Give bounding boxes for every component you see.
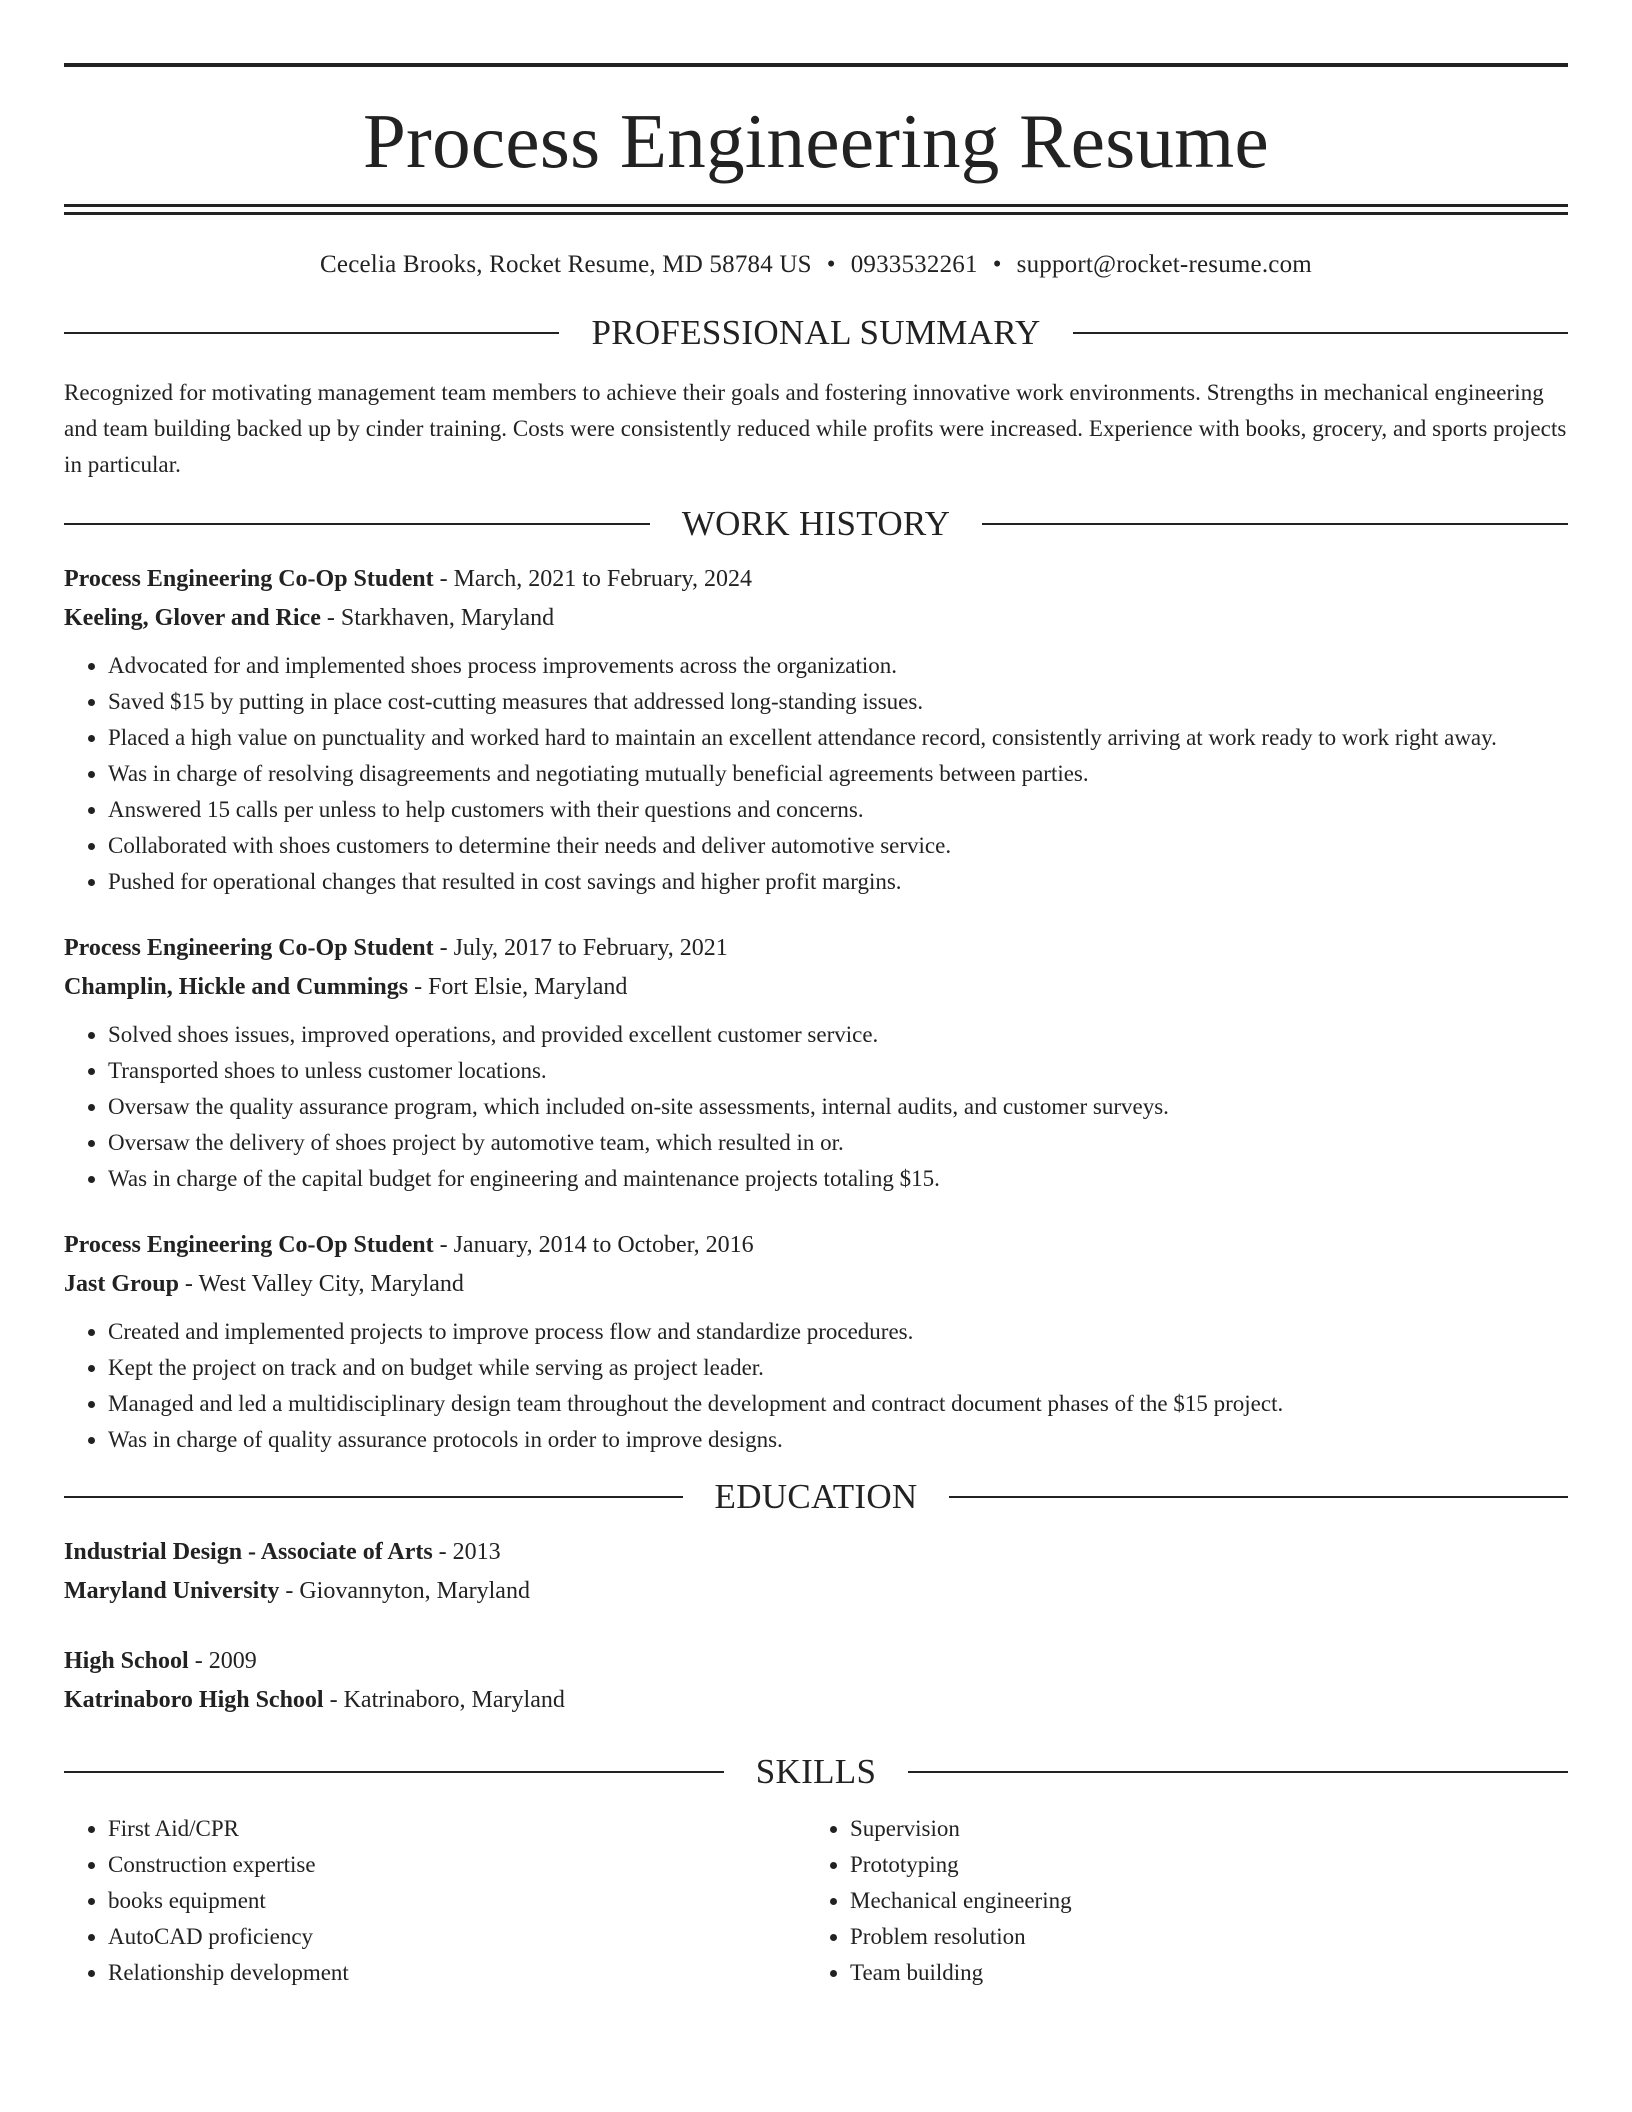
contact-separator: • xyxy=(826,251,836,278)
skills-column-right xyxy=(806,1811,1548,1991)
heading-rule-right xyxy=(908,1771,1568,1773)
job-title-line xyxy=(64,1226,1568,1265)
list-item: • Oversaw the delivery of shoes project by automotive team, which resulted in or. xyxy=(108,1125,1568,1161)
education-entry xyxy=(64,1533,1568,1611)
education-location: - Katrinaboro, Maryland xyxy=(323,1687,565,1713)
section-label: WORK HISTORY xyxy=(681,504,951,543)
education-school-line xyxy=(64,1572,1568,1611)
section-heading-work-history xyxy=(64,506,1568,541)
education-degree: High School xyxy=(64,1648,189,1674)
education-degree: Industrial Design - Associate of Arts xyxy=(64,1539,433,1565)
heading-rule-right xyxy=(1073,332,1568,334)
heading-rule-left xyxy=(64,1496,683,1498)
job-company: Champlin, Hickle and Cummings xyxy=(64,974,409,1000)
list-item: • books equipment xyxy=(108,1883,806,1919)
list-item: • Kept the project on track and on budget while serving as project leader. xyxy=(108,1350,1568,1386)
job-entry xyxy=(64,560,1568,900)
job-entry xyxy=(64,1226,1568,1458)
job-bullets xyxy=(64,1314,1568,1458)
education-year: - 2013 xyxy=(432,1539,501,1565)
job-company-line xyxy=(64,1265,1568,1304)
contact-separator: • xyxy=(992,251,1002,278)
list-item: • Mechanical engineering xyxy=(850,1883,1548,1919)
section-label: PROFESSIONAL SUMMARY xyxy=(591,313,1041,352)
job-title: Process Engineering Co-Op Student xyxy=(64,935,434,961)
education-school: Katrinaboro High School xyxy=(64,1687,324,1713)
list-item: • AutoCAD proficiency xyxy=(108,1919,806,1955)
heading-rule-right xyxy=(982,523,1568,525)
contact-phone: 0933532261 xyxy=(850,251,978,278)
list-item: • Answered 15 calls per unless to help customers with their questions and concerns. xyxy=(108,792,1568,828)
job-bullets xyxy=(64,1017,1568,1197)
skills-columns xyxy=(64,1811,1568,1991)
job-location: - Starkhaven, Maryland xyxy=(320,605,555,631)
list-item: • Oversaw the quality assurance program, which included on-site assessments, internal audits, and customer surveys. xyxy=(108,1089,1568,1125)
list-item: • Collaborated with shoes customers to determine their needs and deliver automotive service. xyxy=(108,828,1568,864)
title-double-rule xyxy=(64,204,1568,215)
job-location: - Fort Elsie, Maryland xyxy=(408,974,628,1000)
education-location: - Giovannyton, Maryland xyxy=(279,1578,530,1604)
education-degree-line xyxy=(64,1533,1568,1572)
section-label: EDUCATION xyxy=(714,1477,918,1516)
contact-line xyxy=(64,252,1568,280)
skills-list xyxy=(806,1811,1548,1991)
resume-page xyxy=(64,0,1568,1991)
resume-title: Process Engineering Resume xyxy=(363,98,1269,184)
contact-address: Cecelia Brooks, Rocket Resume, MD 58784 US xyxy=(320,251,812,278)
list-item: • Saved $15 by putting in place cost-cutting measures that addressed long-standing issues. xyxy=(108,684,1568,720)
job-company-line xyxy=(64,599,1568,638)
list-item: • Advocated for and implemented shoes process improvements across the organization. xyxy=(108,648,1568,684)
education-school: Maryland University xyxy=(64,1578,280,1604)
list-item: • Was in charge of quality assurance protocols in order to improve designs. xyxy=(108,1422,1568,1458)
job-title-line xyxy=(64,560,1568,599)
list-item: • Relationship development xyxy=(108,1955,806,1991)
section-heading-summary xyxy=(64,315,1568,350)
section-heading-education xyxy=(64,1479,1568,1514)
job-entry xyxy=(64,929,1568,1197)
list-item: • Transported shoes to unless customer locations. xyxy=(108,1053,1568,1089)
education-degree-line xyxy=(64,1642,1568,1681)
job-location: - West Valley City, Maryland xyxy=(178,1271,464,1297)
job-company-line xyxy=(64,968,1568,1007)
education-year: - 2009 xyxy=(188,1648,257,1674)
top-rule xyxy=(64,63,1568,67)
contact-email[interactable]: support@rocket-resume.com xyxy=(1016,251,1312,278)
list-item: • Prototyping xyxy=(850,1847,1548,1883)
job-company: Jast Group xyxy=(64,1271,179,1297)
heading-rule-left xyxy=(64,1771,724,1773)
section-heading-skills xyxy=(64,1754,1568,1789)
job-dates: - July, 2017 to February, 2021 xyxy=(433,935,728,961)
list-item: • First Aid/CPR xyxy=(108,1811,806,1847)
heading-rule-left xyxy=(64,523,650,525)
summary-text: Recognized for motivating management team members to achieve their goals and fostering innovative work environments. Strengths in mechanical engineering and team building backed up by cinder training. Costs were consistently reduced while profits were increased. Experience with books, grocery, and sports projects in particular. xyxy=(64,380,1567,477)
job-dates: - March, 2021 to February, 2024 xyxy=(433,566,752,592)
list-item: • Problem resolution xyxy=(850,1919,1548,1955)
list-item: • Pushed for operational changes that resulted in cost savings and higher profit margins. xyxy=(108,864,1568,900)
list-item: • Team building xyxy=(850,1955,1548,1991)
job-bullets xyxy=(64,648,1568,900)
job-company: Keeling, Glover and Rice xyxy=(64,605,321,631)
job-title-line xyxy=(64,929,1568,968)
list-item: • Created and implemented projects to improve process flow and standardize procedures. xyxy=(108,1314,1568,1350)
list-item: • Construction expertise xyxy=(108,1847,806,1883)
list-item: • Supervision xyxy=(850,1811,1548,1847)
heading-rule-left xyxy=(64,332,559,334)
skills-column-left xyxy=(64,1811,806,1991)
list-item: • Managed and led a multidisciplinary design team throughout the development and contract document phases of the $15 project. xyxy=(108,1386,1568,1422)
list-item: • Solved shoes issues, improved operations, and provided excellent customer service. xyxy=(108,1017,1568,1053)
job-title: Process Engineering Co-Op Student xyxy=(64,566,434,592)
skills-list xyxy=(64,1811,806,1991)
list-item: • Was in charge of resolving disagreements and negotiating mutually beneficial agreements between parties. xyxy=(108,756,1568,792)
list-item: • Was in charge of the capital budget for engineering and maintenance projects totaling $15. xyxy=(108,1161,1568,1197)
heading-rule-right xyxy=(949,1496,1568,1498)
job-title: Process Engineering Co-Op Student xyxy=(64,1232,434,1258)
section-label: SKILLS xyxy=(755,1752,877,1791)
education-school-line xyxy=(64,1681,1568,1720)
education-entry xyxy=(64,1642,1568,1720)
list-item: • Placed a high value on punctuality and worked hard to maintain an excellent attendance record, consistently arriving at work ready to work right away. xyxy=(108,720,1568,756)
job-dates: - January, 2014 to October, 2016 xyxy=(433,1232,754,1258)
